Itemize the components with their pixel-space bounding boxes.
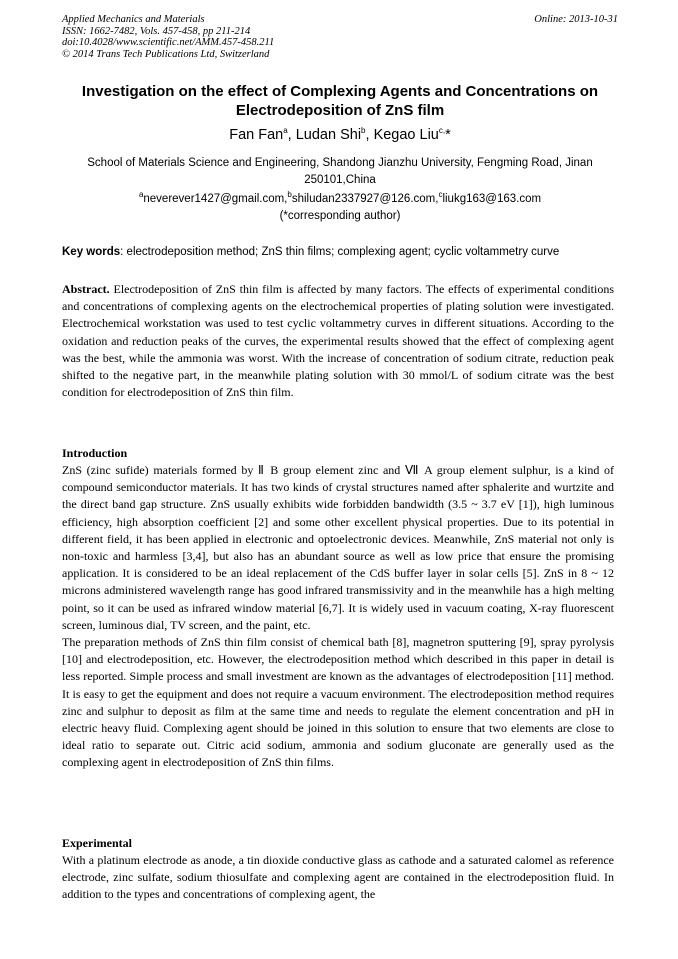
author-name: Kegao Liu [373,127,439,143]
journal-header [62,14,618,60]
author-name: Fan Fan [229,127,284,143]
experimental-body: With a platinum electrode as anode, a tin dioxide conductive glass as cathode and a saturated calomel as reference electrode, zinc sulfate, sodium thiosulfate and complexing agent are contained in the electrodeposition fluid. In addition to the types and concentrations of complexing agent, the [62,853,614,902]
author-separator: , [365,127,374,143]
email-address[interactable]: shiludan2337927@126.com, [291,193,439,205]
author-affil-mark: b [361,126,366,136]
author-affil-mark: c, [438,126,446,136]
affiliation: School of Materials Science and Engineering, Shandong Jianzhu University, Fengming Road, Jinan 250101,China [87,157,593,186]
author-affil-mark: a [283,126,288,136]
journal-name: Applied Mechanics and Materials [62,14,205,25]
email-mark: b [287,190,292,200]
introduction-body [62,462,614,772]
author-name: Ludan Shi [295,127,362,143]
keywords-label: Key words [62,246,121,258]
paragraph: ZnS (zinc sufide) materials formed by Ⅱ B group element zinc and Ⅶ A group element sulphur, is a kind of compound semiconductor materials. It has two kinds of crystal structures named after sphalerite and wurtzite and the direct band gap structure. ZnS usually exhibits wide forbidden bandwidth (3.5 ~ 3.7 eV [1]), high luminous efficiency, high absorption coefficient [2] and some other excellent physical properties. Due to its potential in different field, it has been applied in electronic and optoelectronic devices. Meanwhile, ZnS material not only is non-toxic and harmless [3,4], but also has an abundant source as well as low price that ensure the promising application. It is considered to be an ideal replacement of the CdS buffer layer in solar cells [5]. ZnS in 8 ~ 12 microns administered wavelength range has good infrared transmissivity and in the meanwhile has a high melting point, so it can be used as infrared window material [6,7]. It is widely used in vacuum coating, X-ray fluorescent screen, luminous dial, TV screen, and the paint, etc. [62,463,614,632]
abstract-text: Electrodeposition of ZnS thin film is affected by many factors. The effects of experimental conditions and concentrations of complexing agents on the electrochemical properties of plating solution were investigated. Electrochemical workstation was used to test cyclic voltammetry curves in different situations. According to the oxidation and reduction peaks of the curves, the experimental results showed that the effect of complexing agent was the best, while the ammonia was worst. With the increase of concentration of sodium citrate, reduction peak shifted to the negative part, in the meanwhile plating solution with 30 mmol/L of sodium citrate was the best condition for electrodeposition of ZnS thin film. [62,282,614,400]
abstract [62,281,614,401]
online-date: Online: 2013-10-31 [534,14,618,25]
keywords-text: : electrodeposition method; ZnS thin films; complexing agent; cyclic voltammetry curve [120,246,560,258]
journal-issn: ISSN: 1662-7482, Vols. 457-458, pp 211-214 [62,25,251,37]
paper-title: Investigation on the effect of Complexing Agents and Concentrations on Electrodeposition of ZnS film [81,83,599,119]
paragraph: The preparation methods of ZnS thin film consist of chemical bath [8], magnetron sputtering [9], spray pyrolysis [10] and electrodeposition, etc. However, the electrodeposition method which described in this paper in detail is less reported. Simple process and small investment are known as the advantages of electrodeposition [11] method. It is easy to get the equipment and does not require a vacuum environment. The electrodeposition method requires zinc and sulphur to deposit as film at the same time and needs to regulate the element concentration and pH in electric heavy fluid. Complexing agent should be joined in this solution to ensure that two elements are close to ideal ratio to separate out. Citric acid sodium, ammonia and sodium gluconate are generally used as the complexing agent in electrodeposition of ZnS thin films. [62,635,614,770]
author-separator: , [287,127,296,143]
author-emails [62,191,618,208]
journal-doi[interactable]: doi:10.4028/www.scientific.net/AMM.457-458.211 [62,37,275,48]
email-mark: a [138,190,144,200]
corresponding-note: (*corresponding author) [279,210,401,222]
abstract-label: Abstract. [62,282,110,296]
author-list [62,126,618,144]
email-address[interactable]: liukg163@163.com [442,193,542,205]
introduction-heading: Introduction [62,446,128,460]
email-address[interactable]: neverever1427@gmail.com, [143,193,288,205]
corresponding-mark: * [445,127,451,143]
journal-copyright: © 2014 Trans Tech Publications Ltd, Switzerland [62,48,270,60]
email-mark: c [438,190,443,200]
keywords [62,244,618,261]
experimental-heading: Experimental [62,836,132,850]
